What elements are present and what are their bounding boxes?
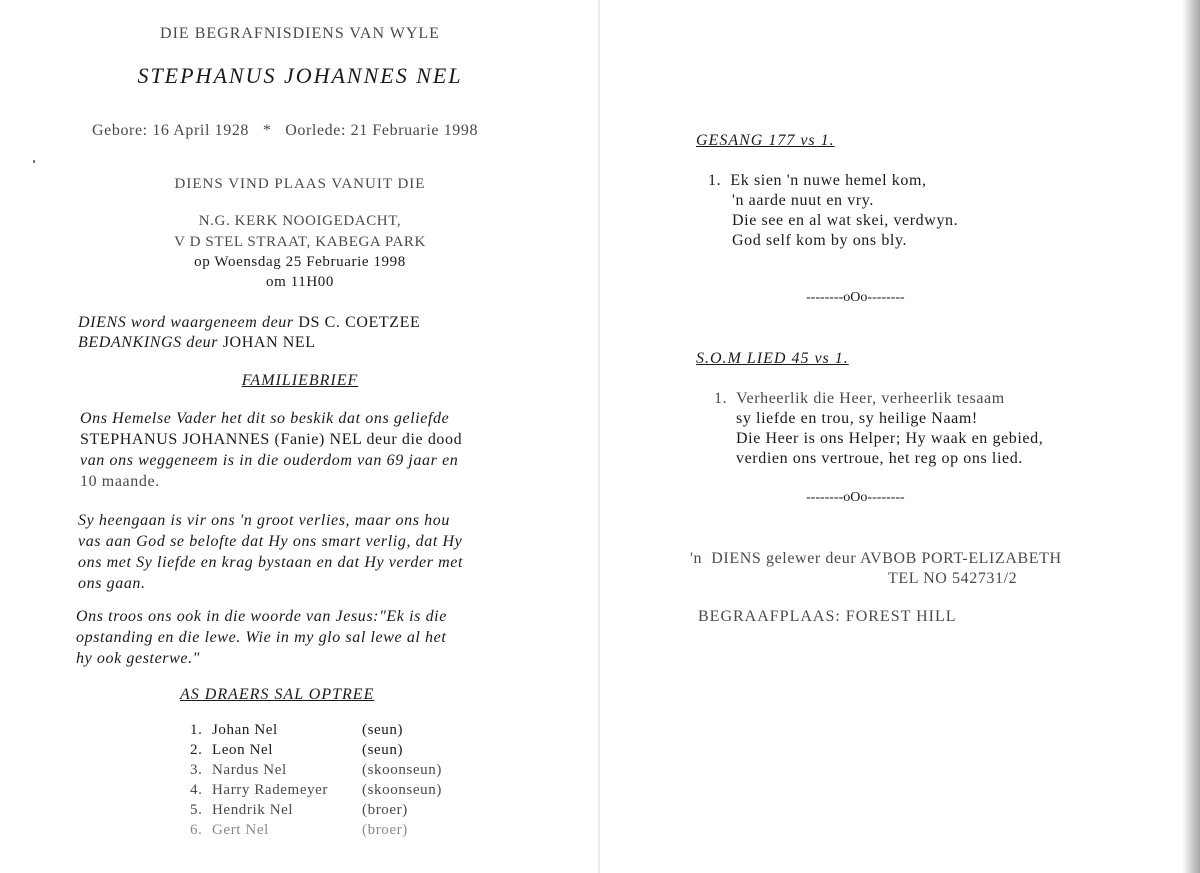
thanks-line xyxy=(78,334,316,352)
name-in-text: STEPHANUS JOHANNES (Fanie) NEL deur die dood xyxy=(80,431,463,448)
bearer-name: Leon Nel xyxy=(212,742,274,758)
song-title: S.O.M LIED 45 vs 1. xyxy=(696,350,849,367)
bearer-name: Nardus Nel xyxy=(212,762,287,778)
bearer-row xyxy=(0,762,600,782)
right-page xyxy=(600,0,1200,873)
bearer-number: 2. xyxy=(190,742,203,758)
paper-speck xyxy=(33,160,35,163)
bearer-relation: (skoonseun) xyxy=(362,782,442,798)
bearer-relation: (broer) xyxy=(362,822,408,838)
deceased-name: STEPHANUS JOHANNES NEL xyxy=(137,63,463,88)
service-provider: 'n DIENS gelewer deur AVBOB PORT-ELIZABETH xyxy=(690,550,1062,567)
divider-ornament: --------oOo-------- xyxy=(806,290,905,305)
paragraph-line: ons met Sy liefde en krag bystaan en dat Hy verder met xyxy=(78,554,464,571)
venue-church: N.G. KERK NOOIGEDACHT, xyxy=(198,213,402,229)
bearer-row xyxy=(0,782,600,802)
paragraph-line: Sy heengaan is vir ons 'n groot verlies, maar ons hou xyxy=(78,512,450,529)
bearer-number: 1. xyxy=(190,722,203,738)
bearer-name: Johan Nel xyxy=(212,722,278,738)
bearer-name: Gert Nel xyxy=(212,822,269,838)
thanks-label: BEDANKINGS deur xyxy=(78,334,219,351)
officiant-line xyxy=(78,314,420,332)
bearer-row xyxy=(0,802,600,822)
bearer-name: Hendrik Nel xyxy=(212,802,294,818)
bearer-relation: (skoonseun) xyxy=(362,762,442,778)
service-date: op Woensdag 25 Februarie 1998 xyxy=(194,254,406,270)
bearer-number: 3. xyxy=(190,762,203,778)
scan-edge-shadow xyxy=(1182,0,1200,873)
paragraph-line: Ons Hemelse Vader het dit so beskik dat ons geliefde xyxy=(80,410,450,427)
verse-line: 1. Verheerlik die Heer, verheerlik tesaam xyxy=(714,390,1005,407)
service-header: DIE BEGRAFNISDIENS VAN WYLE xyxy=(160,25,440,42)
verse-line: God self kom by ons bly. xyxy=(732,232,908,249)
verse-line: 1. Ek sien 'n nuwe hemel kom, xyxy=(708,172,927,189)
officiant-name: DS C. COETZEE xyxy=(298,314,421,331)
bearer-number: 4. xyxy=(190,782,203,798)
birth-death-dates: Gebore: 16 April 1928 * Oorlede: 21 Februarie 1998 xyxy=(92,122,479,139)
verse-line: Die Heer is ons Helper; Hy waak en gebied, xyxy=(736,430,1044,447)
verse-line: Die see en al wat skei, verdwyn. xyxy=(732,212,959,229)
thanks-name: JOHAN NEL xyxy=(222,334,316,351)
venue-intro: DIENS VIND PLAAS VANUIT DIE xyxy=(174,176,426,192)
bearer-name: Harry Rademeyer xyxy=(212,782,329,798)
bearer-relation: (broer) xyxy=(362,802,408,818)
bearer-relation: (seun) xyxy=(362,722,404,738)
paragraph-line: opstanding en die lewe. Wie in my glo sal lewe al het xyxy=(76,629,447,646)
venue-street: V D STEL STRAAT, KABEGA PARK xyxy=(174,234,426,250)
bearers-heading: AS DRAERS SAL OPTREE xyxy=(180,686,375,703)
cemetery: BEGRAAFPLAAS: FOREST HILL xyxy=(698,608,957,625)
provider-phone: TEL NO 542731/2 xyxy=(888,570,1018,587)
paragraph-line xyxy=(80,431,462,449)
bearer-relation: (seun) xyxy=(362,742,404,758)
divider-ornament: --------oOo-------- xyxy=(806,490,905,505)
verse-line: 'n aarde nuut en vry. xyxy=(732,192,874,209)
service-time: om 11H00 xyxy=(266,274,334,290)
officiant-label: DIENS word waargeneem deur xyxy=(78,314,294,331)
bearer-number: 5. xyxy=(190,802,203,818)
verse-line: sy liefde en trou, sy heilige Naam! xyxy=(736,410,978,427)
paragraph-line: 10 maande. xyxy=(80,473,160,490)
paragraph-line: vas aan God se belofte dat Hy ons smart verlig, dat Hy xyxy=(78,533,463,550)
bearer-row xyxy=(0,742,600,762)
verse-line: verdien ons vertroue, het reg op ons lied. xyxy=(736,450,1023,467)
paragraph-line: van ons weggeneem is in die ouderdom van 69 jaar en xyxy=(80,452,459,469)
hymn-title: GESANG 177 vs 1. xyxy=(696,132,835,149)
paragraph-line: hy ook gesterwe." xyxy=(76,650,200,667)
family-letter-heading: FAMILIEBRIEF xyxy=(241,372,359,389)
bearer-row xyxy=(0,722,600,742)
bearer-number: 6. xyxy=(190,822,203,838)
paragraph-line: ons gaan. xyxy=(78,575,146,592)
paragraph-line: Ons troos ons ook in die woorde van Jesus:"Ek is die xyxy=(76,608,447,625)
bearer-row xyxy=(0,822,600,842)
